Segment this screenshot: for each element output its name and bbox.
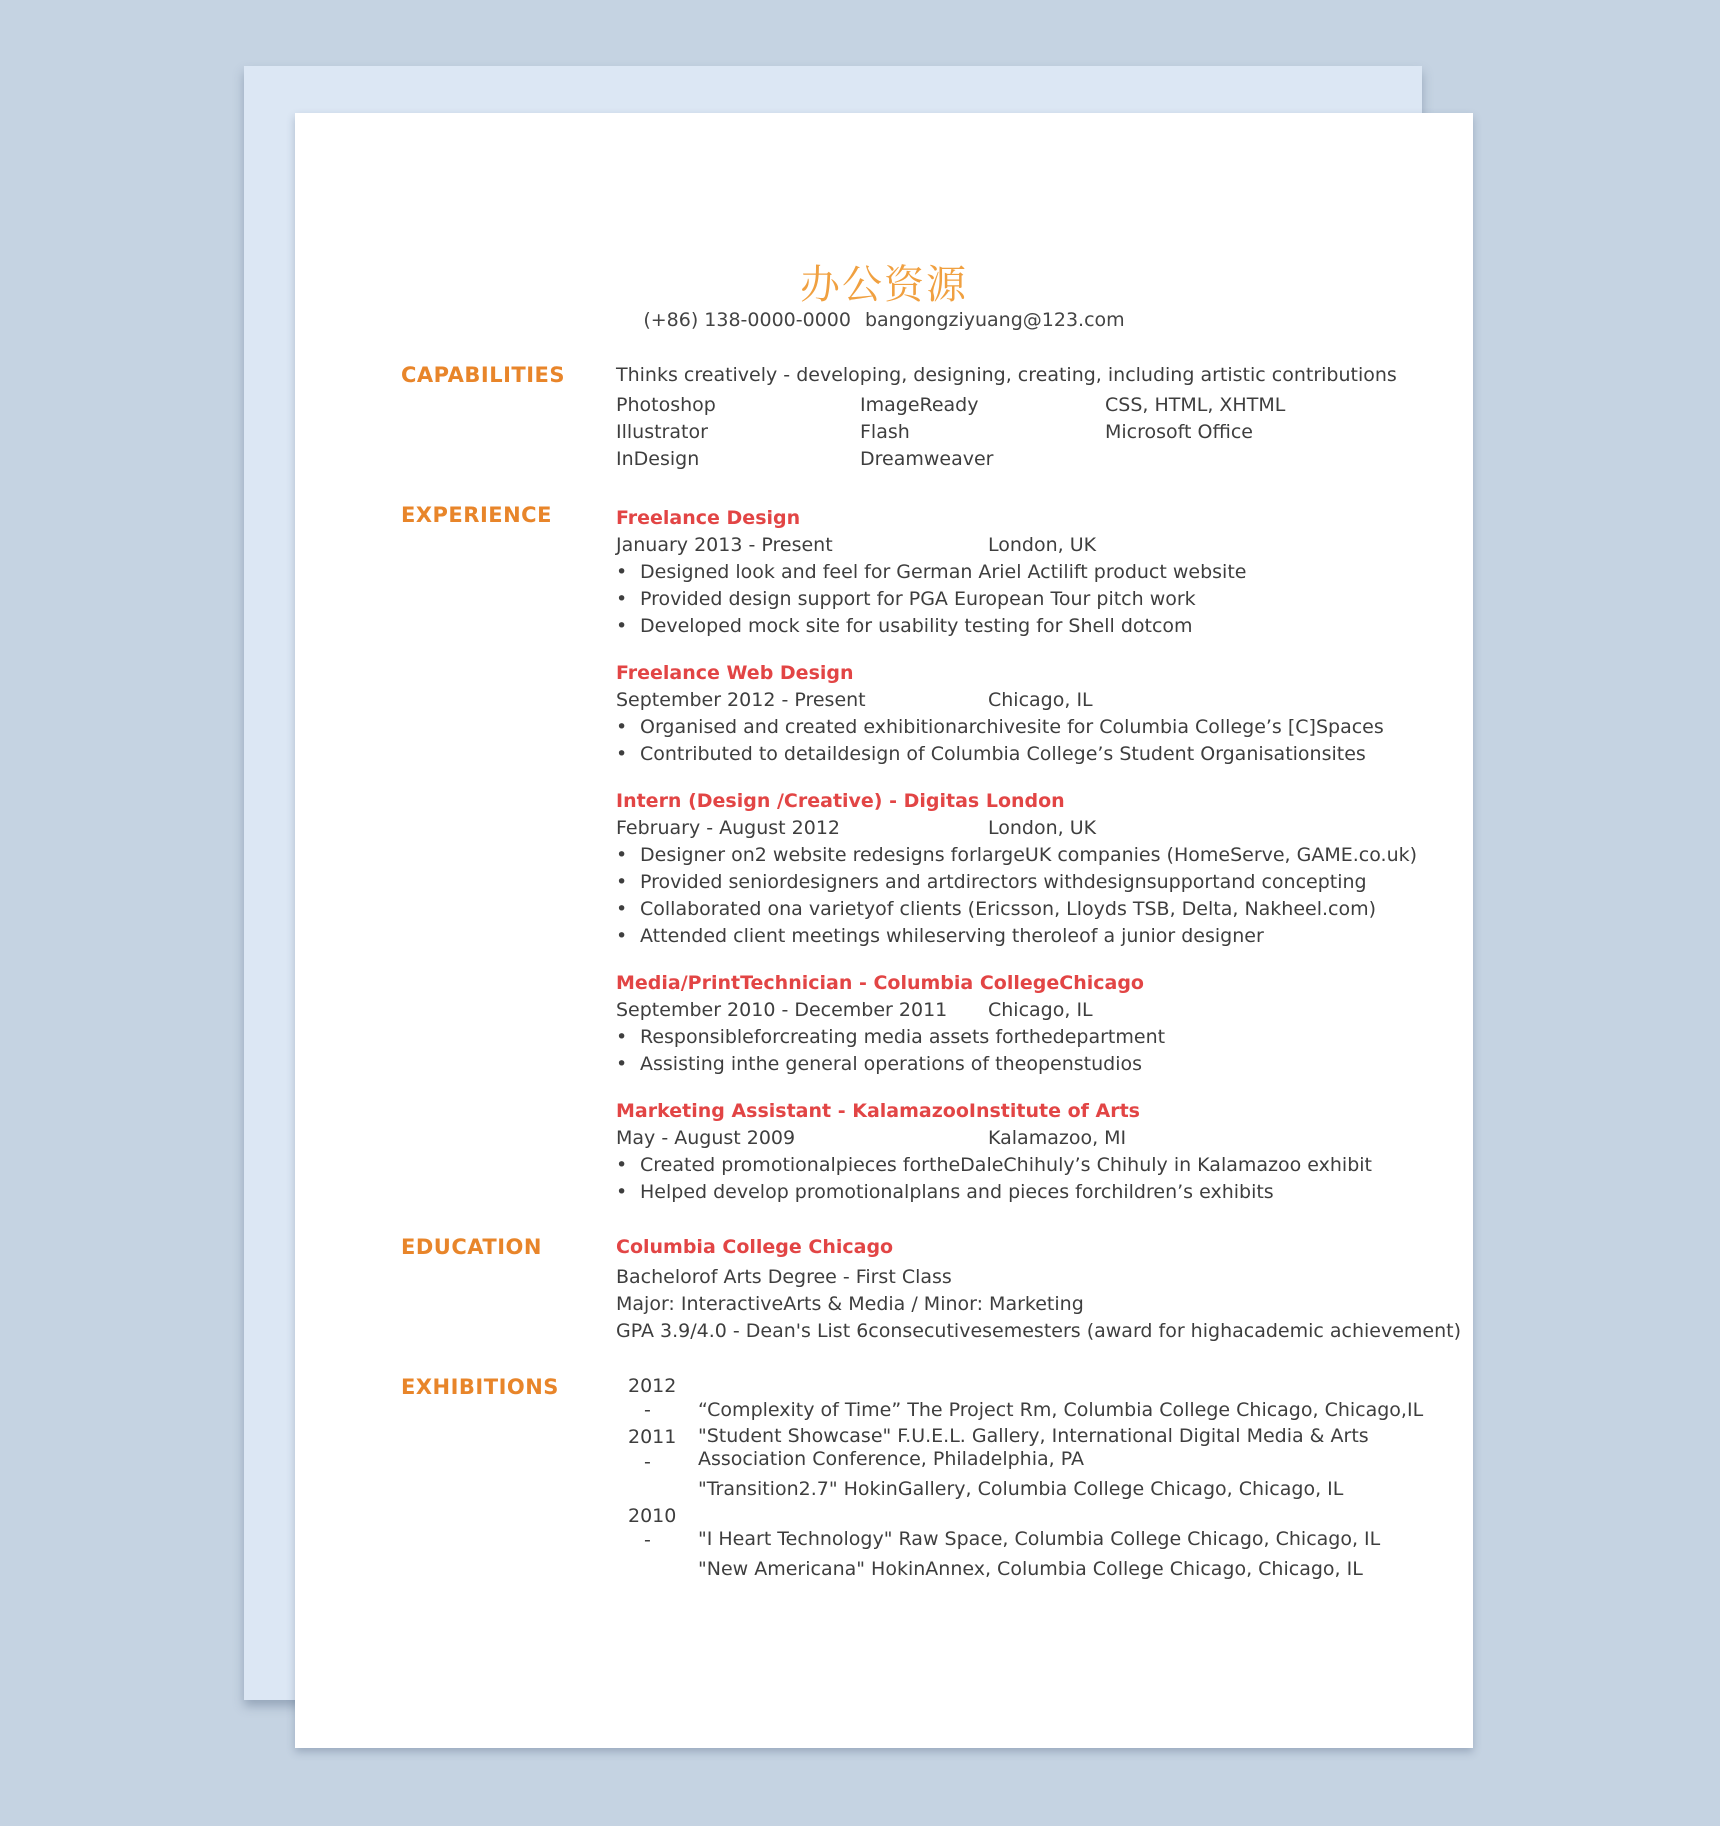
exhibition-entry: "Student Showcase" F.U.E.L. Gallery, International Digital Media & Arts xyxy=(698,1425,1369,1447)
education-line: Major: InteractiveArts & Media / Minor: Marketing xyxy=(616,1293,1084,1315)
job-bullet: • Organised and created exhibitionarchivesite for Columbia College’s [C]Spaces xyxy=(616,716,1384,738)
bullet-text: Created promotionalpieces fortheDaleChihuly’s Chihuly in Kalamazoo exhibit xyxy=(640,1154,1372,1176)
job-bullet: • Developed mock site for usability testing for Shell dotcom xyxy=(616,615,1193,637)
bullet-text: Contributed to detaildesign of Columbia College’s Student Organisationsites xyxy=(640,743,1366,765)
bullet-text: Collaborated ona varietyof clients (Ericsson, Lloyds TSB, Delta, Nakheel.com) xyxy=(640,898,1377,920)
job-dates: September 2012 - Present xyxy=(616,689,866,711)
school-name: Columbia College Chicago xyxy=(616,1236,894,1258)
exhibition-entry-continued: Association Conference, Philadelphia, PA xyxy=(698,1448,1084,1470)
job-title: Freelance Design xyxy=(616,507,801,529)
job-bullet: • Provided design support for PGA European Tour pitch work xyxy=(616,588,1196,610)
year-dash: - xyxy=(644,1529,651,1551)
exhibition-year: 2011 xyxy=(628,1426,677,1448)
exhibition-year: 2010 xyxy=(628,1505,677,1527)
bullet-text: Designed look and feel for German Ariel Actilift product website xyxy=(640,561,1247,583)
job-location: Chicago, IL xyxy=(988,689,1093,711)
bullet-text: Assisting inthe general operations of theopenstudios xyxy=(640,1053,1143,1075)
bullet-text: Developed mock site for usability testing for Shell dotcom xyxy=(640,615,1193,637)
exhibition-entry: "Transition2.7" HokinGallery, Columbia College Chicago, Chicago, IL xyxy=(698,1478,1344,1500)
bullet-text: Organised and created exhibitionarchivesite for Columbia College’s [C]Spaces xyxy=(640,716,1384,738)
capabilities-summary: Thinks creatively - developing, designing, creating, including artistic contributions xyxy=(616,364,1397,386)
education-line: Bachelorof Arts Degree - First Class xyxy=(616,1266,952,1288)
skill-item: Dreamweaver xyxy=(860,448,994,470)
job-dates: September 2010 - December 2011 xyxy=(616,999,948,1021)
job-bullet: • Collaborated ona varietyof clients (Ericsson, Lloyds TSB, Delta, Nakheel.com) xyxy=(616,898,1377,920)
contact-line xyxy=(295,309,1473,331)
job-bullet: • Attended client meetings whileserving theroleof a junior designer xyxy=(616,925,1264,947)
job-bullet: • Designer on2 website redesigns forlargeUK companies (HomeServe, GAME.co.uk) xyxy=(616,844,1418,866)
bullet-text: Designer on2 website redesigns forlargeUK companies (HomeServe, GAME.co.uk) xyxy=(640,844,1418,866)
job-bullet: • Created promotionalpieces fortheDaleChihuly’s Chihuly in Kalamazoo exhibit xyxy=(616,1154,1372,1176)
year-dash: - xyxy=(644,1451,651,1473)
section-title-experience: EXPERIENCE xyxy=(401,503,552,527)
bullet-text: Provided design support for PGA European Tour pitch work xyxy=(640,588,1196,610)
job-bullet: • Helped develop promotionalplans and pieces forchildren’s exhibits xyxy=(616,1181,1274,1203)
job-location: London, UK xyxy=(988,817,1097,839)
job-bullet: • Responsibleforcreating media assets forthedepartment xyxy=(616,1026,1166,1048)
exhibition-entry: "New Americana" HokinAnnex, Columbia College Chicago, Chicago, IL xyxy=(698,1558,1363,1580)
job-title: Media/PrintTechnician - Columbia CollegeChicago xyxy=(616,972,1144,994)
job-location: London, UK xyxy=(988,534,1097,556)
exhibition-entry: "I Heart Technology" Raw Space, Columbia College Chicago, Chicago, IL xyxy=(698,1528,1381,1550)
job-title: Intern (Design /Creative) - Digitas London xyxy=(616,790,1065,812)
skill-item: CSS, HTML, XHTML xyxy=(1105,394,1286,416)
skill-item: Photoshop xyxy=(616,394,716,416)
job-bullet: • Assisting inthe general operations of theopenstudios xyxy=(616,1053,1143,1075)
job-location: Chicago, IL xyxy=(988,999,1093,1021)
job-dates: February - August 2012 xyxy=(616,817,841,839)
bullet-text: Responsibleforcreating media assets forthedepartment xyxy=(640,1026,1166,1048)
section-title-exhibitions: EXHIBITIONS xyxy=(401,1375,559,1399)
job-location: Kalamazoo, MI xyxy=(988,1127,1127,1149)
resume-page xyxy=(295,113,1473,1748)
education-line: GPA 3.9/4.0 - Dean's List 6consecutivesemesters (award for highacademic achievement) xyxy=(616,1320,1461,1342)
job-title: Freelance Web Design xyxy=(616,662,854,684)
resume-content xyxy=(295,113,1473,1748)
bullet-text: Helped develop promotionalplans and pieces forchildren’s exhibits xyxy=(640,1181,1274,1203)
bullet-text: Attended client meetings whileserving theroleof a junior designer xyxy=(640,925,1264,947)
phone-number: (+86) 138-0000-0000 xyxy=(643,309,851,331)
job-bullet: • Contributed to detaildesign of Columbia College’s Student Organisationsites xyxy=(616,743,1366,765)
job-dates: January 2013 - Present xyxy=(616,534,833,556)
job-dates: May - August 2009 xyxy=(616,1127,796,1149)
bullet-text: Provided seniordesigners and artdirectors withdesignsupportand concepting xyxy=(640,871,1367,893)
job-bullet: • Provided seniordesigners and artdirectors withdesignsupportand concepting xyxy=(616,871,1367,893)
section-title-education: EDUCATION xyxy=(401,1235,542,1259)
skill-item: ImageReady xyxy=(860,394,979,416)
skill-item: Flash xyxy=(860,421,910,443)
section-title-capabilities: CAPABILITIES xyxy=(401,363,566,387)
exhibition-year: 2012 xyxy=(628,1375,677,1397)
resume-name: 办公资源 xyxy=(800,262,968,308)
skill-item: InDesign xyxy=(616,448,700,470)
email-address: bangongziyuang@123.com xyxy=(864,309,1125,331)
skill-item: Illustrator xyxy=(616,421,708,443)
job-bullet: • Designed look and feel for German Ariel Actilift product website xyxy=(616,561,1247,583)
skill-item: Microsoft Office xyxy=(1105,421,1253,443)
exhibition-entry: “Complexity of Time” The Project Rm, Columbia College Chicago, Chicago,IL xyxy=(698,1399,1424,1421)
year-dash: - xyxy=(644,1399,651,1421)
job-title: Marketing Assistant - KalamazooInstitute of Arts xyxy=(616,1100,1140,1122)
